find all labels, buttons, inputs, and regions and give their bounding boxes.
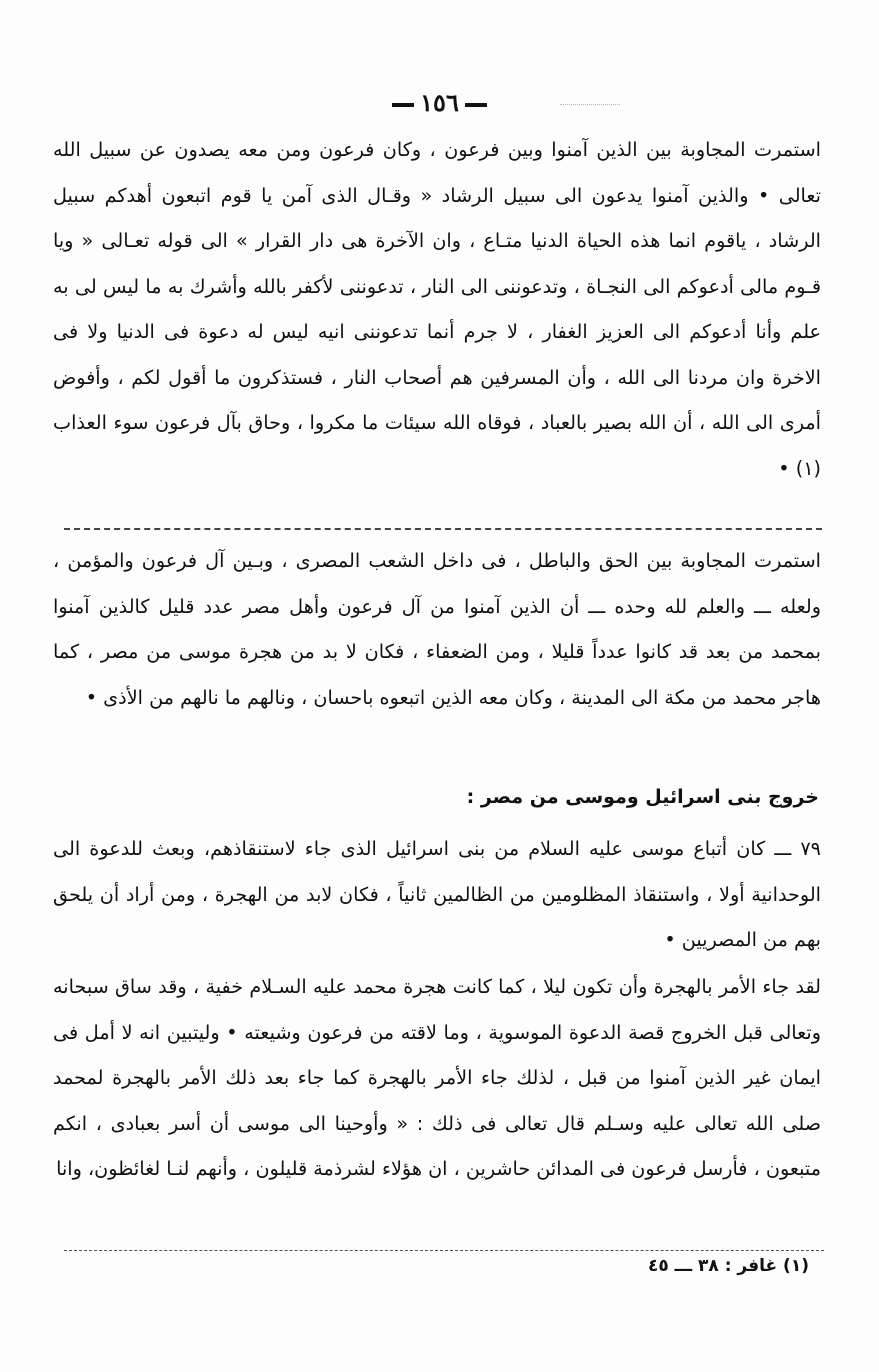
section-heading: خروج بنى اسرائيل وموسى من مصر : (466, 786, 819, 808)
scan-smudge (560, 104, 620, 105)
footnote-divider (64, 1250, 824, 1251)
header-dash-right (392, 103, 414, 107)
footnote: (١) غافر : ٣٨ ـــ ٤٥ (647, 1256, 809, 1276)
paragraph-dialogue-believer: استمرت المجاوبة بين الذين آمنوا وبين فرعون ، وكان فرعون ومن معه يصدون عن سبيل الله تعالى • والذين آمنوا يدعون الى سبيل الرشاد « وقـال الذى آمن يا قوم اتبعون أهدكم سبيل الرشاد ، ياقوم انما هذه الحياة الدنيا متـاع ، وان الآخرة هى دار القرار » الى قوله تعـالى « ويا قـوم مالى أدعوكم الى النجـاة ، وتدعوننى الى النار ، تدعوننى لأكفر بالله وأشرك به ما ليس لى به علم وأنا أدعوكم الى العزيز الغفار ، لا جرم أنما تدعوننى انيه ليس له دعوة فى الدنيا ولا فى الاخرة وان مردنا الى الله ، وأن المسرفين هم أصحاب النار ، فستذكرون ما أقول لكم ، وأفوض أمرى الى الله ، أن الله بصير بالعباد ، فوقاه الله سيئات ما مكروا ، وحاق بآل فرعون سوء العذاب (١) • (53, 138, 821, 480)
section-divider (64, 528, 822, 530)
page-number: ١٥٦ (420, 88, 459, 117)
paragraph-hijra-command: لقد جاء الأمر بالهجرة وأن تكون ليلا ، كما كانت هجرة محمد عليه السـلام خفية ، وقد ساق سبحانه وتعالى قبل الخروج قصة الدعوة الموسوية ، وما لاقته من فرعون وشيعته • وليتبين انه لا أمل فى ايمان غير الذين آمنوا من قبل ، لذلك جاء الأمر بالهجرة كما جاء بعد ذلك الأمر بالهجرة لمحمد صلى الله تعالى عليه وسـلم قال تعالى فى ذلك : « وأوحينا الى موسى أن أسر بعبادى ، انكم متبعون ، فأرسل فرعون فى المدائن حاشرين ، ان هؤلاء لشرذمة قليلون ، وأنهم لنـا لغائظون، وانا (53, 975, 821, 1180)
paragraph-numbered-79: ٧٩ ـــ كان أتباع موسى عليه السلام من بنى اسرائيل الذى جاء لاستنقاذهم، وبعث للدعوة الى الوحدانية أولا ، واستنقاذ المظلومين من الظالمين ثانياً ، فكان لابد من الهجرة ، ومن أراد أن يلحق بهم من المصريين • (53, 837, 821, 951)
paragraph-truth-falsehood: استمرت المجاوبة بين الحق والباطل ، فى داخل الشعب المصرى ، وبـين آل فرعون والمؤمن ، ولعله ـــ والعلم لله وحده ـــ أن الذين آمنوا من آل فرعون وأهل مصر عدد قليل كالذين آمنوا بمحمد من بعد قد كانوا عدداً قليلا ، ومن الضعفاء ، فكان لا بد من هجرة موسى من مصر ، كما هاجر محمد من مكة الى المدينة ، وكان معه الذين اتبعوه باحسان ، ونالهم ما نالهم من الأذى • (53, 549, 821, 709)
header-dash-left (465, 103, 487, 107)
page-number-header (0, 88, 879, 117)
